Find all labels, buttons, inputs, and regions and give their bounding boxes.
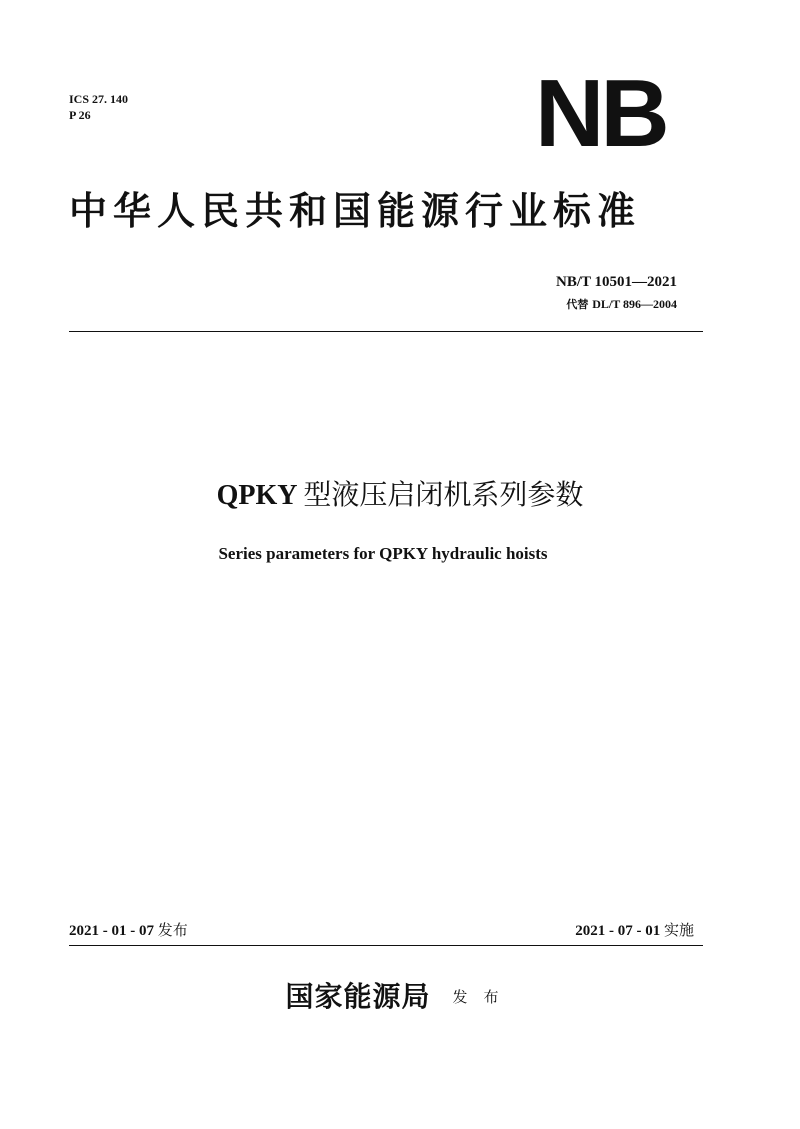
issuer-line [0,977,800,1018]
ics-code: ICS 27. 140 [69,92,129,106]
replaces-line [566,297,677,312]
implementation-date: 2021 - 07 - 01 [575,923,664,939]
title-cn-latin: QPKY [216,480,304,511]
header-divider [69,331,703,332]
standard-number: NB/T 10501—2021 [556,274,677,290]
nb-logo: NB [535,60,666,167]
document-title-en: Series parameters for QPKY hydraulic hoists [218,544,548,563]
document-title-cn [0,475,800,516]
issue-label: 发布 [157,921,188,939]
implementation-date-line [575,920,694,941]
issue-date-line [69,920,188,941]
footer-divider [69,945,703,946]
classification-codes [69,91,128,123]
organization-title: 中华人民共和国能源行业标准 [69,189,642,233]
title-cn-han: 型液压启闭机系列参数 [303,478,584,511]
replaces-number: DL/T 896—2004 [592,297,677,311]
replaces-prefix: 代替 [566,298,593,311]
issuer-name: 国家能源局 [285,980,431,1013]
implementation-label: 实施 [663,921,694,939]
issue-date: 2021 - 01 - 07 [69,923,158,939]
issuer-action: 发布 [452,988,515,1006]
ccs-code: P 26 [69,108,91,122]
